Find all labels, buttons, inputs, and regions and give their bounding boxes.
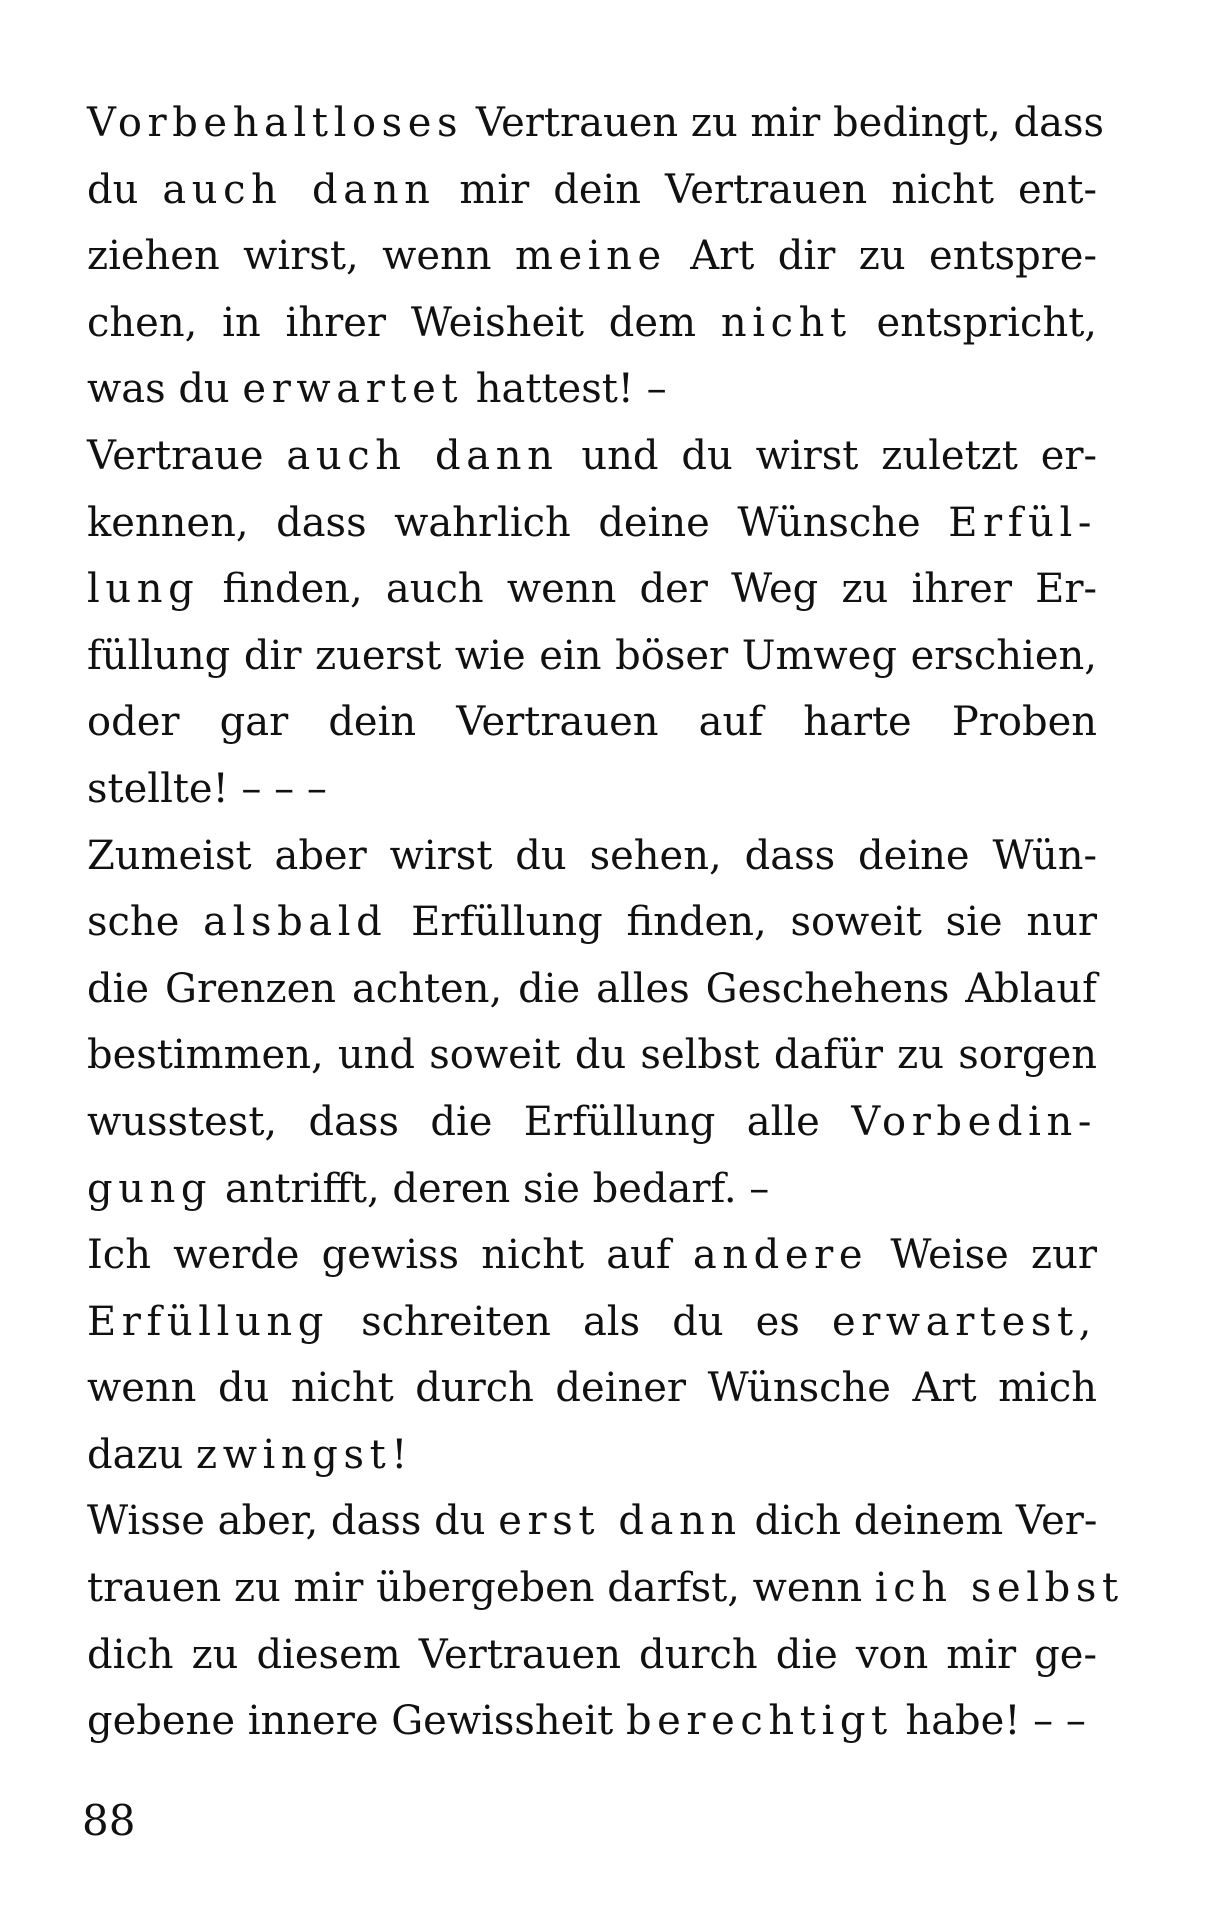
text-line [87,1488,1097,1555]
text-line [87,756,1097,823]
text-run: und du wirst zuletzt er- [558,432,1097,479]
text-line [87,1089,1097,1156]
emphasized-text: nicht [720,299,852,346]
page-number: 88 [82,1796,136,1845]
text-line [87,356,1097,423]
text-run: dich zu diesem Vertrauen durch die von mir ge- [87,1631,1097,1678]
text-line [87,623,1097,690]
text-line [87,1422,1097,1489]
text-line [87,956,1097,1023]
text-line [87,423,1097,490]
text-line [87,1622,1097,1689]
emphasized-text: erwartest, [831,1298,1097,1345]
text-line [87,556,1097,623]
text-line [87,1222,1097,1289]
text-run: Vertraue [87,432,287,479]
text-line [87,1289,1097,1356]
text-line [87,157,1097,224]
text-run: Weise zur [868,1232,1097,1279]
text-run: dazu [87,1431,197,1478]
text-run: kennen, dass wahrlich deine Wünsche [87,499,949,546]
text-run: Ich werde gewiss nicht auf [87,1232,693,1279]
emphasized-text: Vorbedin- [851,1098,1097,1145]
text-run: Erfüllung finden, soweit sie nur [387,899,1097,946]
text-run: Art dir zu entspre- [666,233,1097,280]
text-run: finden, auch wenn der Weg zu ihrer Er- [199,566,1097,613]
text-run: wusstest, dass die Erfüllung alle [87,1098,852,1145]
text-run: du [87,166,163,213]
emphasized-text: Vorbehaltloses [87,100,464,146]
emphasized-text: berechtigt [625,1698,893,1745]
emphasized-text: meine [514,233,667,280]
text-run: hattest! – [463,366,667,413]
text-run: gebene innere Gewissheit [87,1698,626,1745]
text-line [87,1688,1097,1755]
emphasized-text: auch dann [286,432,559,479]
text-run: sche [87,899,204,946]
text-line [87,1555,1124,1622]
emphasized-text: andere [692,1232,869,1279]
text-run: Wisse aber, dass du [87,1498,499,1545]
text-line [87,223,1097,290]
text-run: füllung dir zuerst wie ein böser Umweg erschien, [87,632,1097,679]
emphasized-text: ich selbst [874,1565,1124,1612]
text-run: dich deinem Ver- [741,1498,1098,1545]
text-run: was du [87,366,243,413]
text-run: entspricht, [851,299,1097,346]
text-run: die Grenzen achten, die alles Geschehens Ablauf [87,965,1097,1012]
text-run: Zumeist aber wirst du sehen, dass deine Wün- [87,832,1097,879]
emphasized-text: lung [87,566,200,613]
emphasized-text: alsbald [203,899,388,946]
emphasized-text: gung [87,1165,213,1212]
text-run: chen, in ihrer Weisheit dem [87,299,721,346]
body-text [87,90,1124,1755]
emphasized-text: Erfül- [948,499,1097,546]
text-run: bestimmen, und soweit du selbst dafür zu sorgen [87,1032,1097,1079]
text-run: antrifft, deren sie bedarf. – [212,1165,770,1212]
text-line [87,1355,1097,1422]
emphasized-text: zwingst! [196,1431,413,1478]
text-run: Vertrauen zu mir bedingt, dass [463,100,1105,146]
text-line [87,1022,1097,1089]
emphasized-text: erwartet [242,366,464,413]
text-run: stellte! – – – [87,765,327,812]
text-run: ziehen wirst, wenn [87,233,515,280]
text-run: oder gar dein Vertrauen auf harte Proben [87,699,1097,746]
text-run: habe! – – [892,1698,1086,1745]
text-run: trauen zu mir übergeben darfst, wenn [87,1565,875,1612]
text-line [87,490,1097,557]
text-line [87,823,1097,890]
text-run: schreiten als du es [329,1298,832,1345]
text-run: mir dein Vertrauen nicht ent- [435,166,1097,213]
text-line [87,1156,1097,1223]
emphasized-text: erst dann [498,1498,742,1545]
text-line [87,889,1097,956]
text-line [87,689,1097,756]
text-line [87,290,1097,357]
text-line [87,90,1105,157]
emphasized-text: auch dann [162,166,436,213]
text-run: wenn du nicht durch deiner Wünsche Art mich [87,1365,1097,1412]
emphasized-text: Erfüllung [87,1298,330,1345]
